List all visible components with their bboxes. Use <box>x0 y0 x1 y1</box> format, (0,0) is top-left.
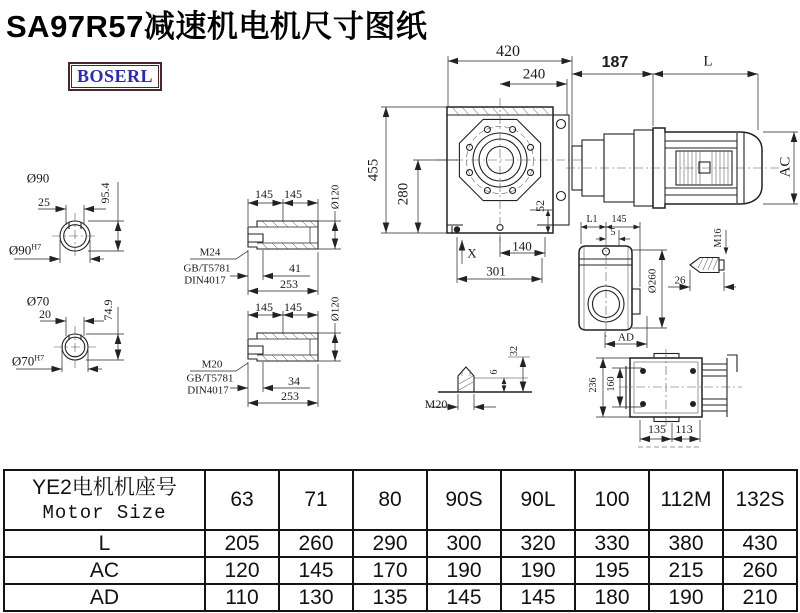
dim-hollow-bot-depth: 34 <box>288 374 300 388</box>
dim-plug-m20-32: 32 <box>509 346 520 356</box>
motor-size-table <box>3 469 798 612</box>
dim-rear-135: 135 <box>648 422 666 436</box>
dim-shaft70-diameter: Ø70 <box>26 293 50 309</box>
cell-AD-71: 130 <box>279 584 353 611</box>
cell-AD-132S: 210 <box>723 584 797 611</box>
dim-rear-160: 160 <box>606 376 617 392</box>
dim-hollow-bot-standard1: GB/T5781 <box>186 372 234 385</box>
cell-AC-132S: 260 <box>723 557 797 584</box>
cell-AC-90S: 190 <box>427 557 501 584</box>
size-col-90S: 90S <box>427 470 501 530</box>
cell-AC-90L: 190 <box>501 557 575 584</box>
dim-front-bottom-140: 140 <box>512 238 532 254</box>
dim-hollow-top-diameter: Ø120 <box>329 184 342 210</box>
cell-AD-90S: 145 <box>427 584 501 611</box>
cell-AC-63: 120 <box>205 557 279 584</box>
cell-AD-112M: 190 <box>649 584 723 611</box>
motor-size-table-grid <box>3 469 798 612</box>
dim-output-diameter-260: Ø260 <box>646 268 659 294</box>
dim-rear-236: 236 <box>588 377 599 393</box>
size-col-71: 71 <box>279 470 353 530</box>
table-body <box>4 470 797 611</box>
size-col-63: 63 <box>205 470 279 530</box>
cell-AD-90L: 145 <box>501 584 575 611</box>
row-label-AD: AD <box>4 584 205 611</box>
gearbox-rear-view <box>596 349 742 447</box>
dim-side-187: 187 <box>601 54 629 71</box>
dim-shaft90-height: 95.4 <box>98 182 112 204</box>
dim-front-x: X <box>467 245 477 261</box>
dim-rear-113: 113 <box>675 422 693 436</box>
dim-plug-m20: M20 <box>424 397 448 411</box>
row-label-AC: AC <box>4 557 205 584</box>
cell-L-63: 205 <box>205 530 279 557</box>
cell-L-71: 260 <box>279 530 353 557</box>
dim-hollow-top-145b: 145 <box>284 187 302 201</box>
dim-front-width-420: 420 <box>496 43 520 60</box>
dim-side-L: L <box>703 53 713 70</box>
cell-L-80: 290 <box>353 530 427 557</box>
dim-plug-m20-6: 6 <box>489 369 500 375</box>
size-col-100: 100 <box>575 470 649 530</box>
motor-size-header-cell: YE2电机机座号 Motor Size <box>4 470 205 530</box>
cell-AC-112M: 215 <box>649 557 723 584</box>
dim-hollow-top-thread: M24 <box>199 246 221 259</box>
dim-hollow-bot-145b: 145 <box>284 300 302 314</box>
table-row-L <box>4 530 797 557</box>
dim-hollow-bot-thread: M20 <box>201 358 223 371</box>
table-row-AD <box>4 584 797 611</box>
dim-hollow-bot-diameter: Ø120 <box>329 296 342 322</box>
dim-plug-m16: M16 <box>713 228 724 248</box>
motor-side-view <box>566 74 798 208</box>
dim-plug-m16-26: 26 <box>674 274 686 287</box>
cell-AD-100: 180 <box>575 584 649 611</box>
dim-output-5: 5 <box>610 227 616 238</box>
dim-hollow-top-standard1: GB/T5781 <box>183 262 231 275</box>
size-col-90L: 90L <box>501 470 575 530</box>
row-label-L: L <box>4 530 205 557</box>
dim-hollow-top-standard2: DIN4017 <box>184 274 226 287</box>
cell-L-100: 330 <box>575 530 649 557</box>
dim-shaft70-bore: $Ø70^{H7}$ <box>11 353 45 369</box>
dim-hollow-bot-total: 253 <box>281 389 299 403</box>
cell-AC-80: 170 <box>353 557 427 584</box>
dim-front-step-52: 52 <box>533 200 547 212</box>
size-col-132S: 132S <box>723 470 797 530</box>
dim-hollow-top-total: 253 <box>280 277 298 291</box>
cell-AD-80: 135 <box>353 584 427 611</box>
dim-side-AC: AC <box>777 156 794 178</box>
dim-front-bottom-301: 301 <box>486 263 506 279</box>
dim-hollow-top-145a: 145 <box>255 187 273 201</box>
cell-L-90S: 300 <box>427 530 501 557</box>
dim-front-width-240: 240 <box>522 66 546 83</box>
boserl-logo-text: BOSERL <box>71 65 159 88</box>
size-col-112M: 112M <box>649 470 723 530</box>
cell-L-112M: 380 <box>649 530 723 557</box>
dim-shaft90-diameter: Ø90 <box>26 170 50 186</box>
cell-AC-100: 195 <box>575 557 649 584</box>
cell-L-90L: 320 <box>501 530 575 557</box>
dim-output-145: 145 <box>611 214 627 225</box>
gearbox-front-view <box>381 56 585 283</box>
dim-shaft70-keyway: 20 <box>39 307 51 321</box>
dim-output-L1: L1 <box>586 214 598 225</box>
dim-shaft70-height: 74.9 <box>101 299 115 321</box>
cell-AC-71: 145 <box>279 557 353 584</box>
table-row-AC <box>4 557 797 584</box>
cell-AD-63: 110 <box>205 584 279 611</box>
dim-shaft90-bore: $Ø90^{H7}$ <box>8 242 42 258</box>
dim-shaft90-keyway: 25 <box>38 195 50 209</box>
dim-front-height-455: 455 <box>365 158 382 182</box>
dim-hollow-top-depth: 41 <box>289 261 301 275</box>
dim-hollow-bot-standard2: DIN4017 <box>187 384 229 397</box>
cell-L-132S: 430 <box>723 530 797 557</box>
page-title: SA97R57减速机电机尺寸图纸 <box>6 9 428 44</box>
dim-hollow-bot-145a: 145 <box>255 300 273 314</box>
size-col-80: 80 <box>353 470 427 530</box>
dim-output-AD: AD <box>618 331 634 344</box>
dim-front-height-280: 280 <box>395 182 412 206</box>
